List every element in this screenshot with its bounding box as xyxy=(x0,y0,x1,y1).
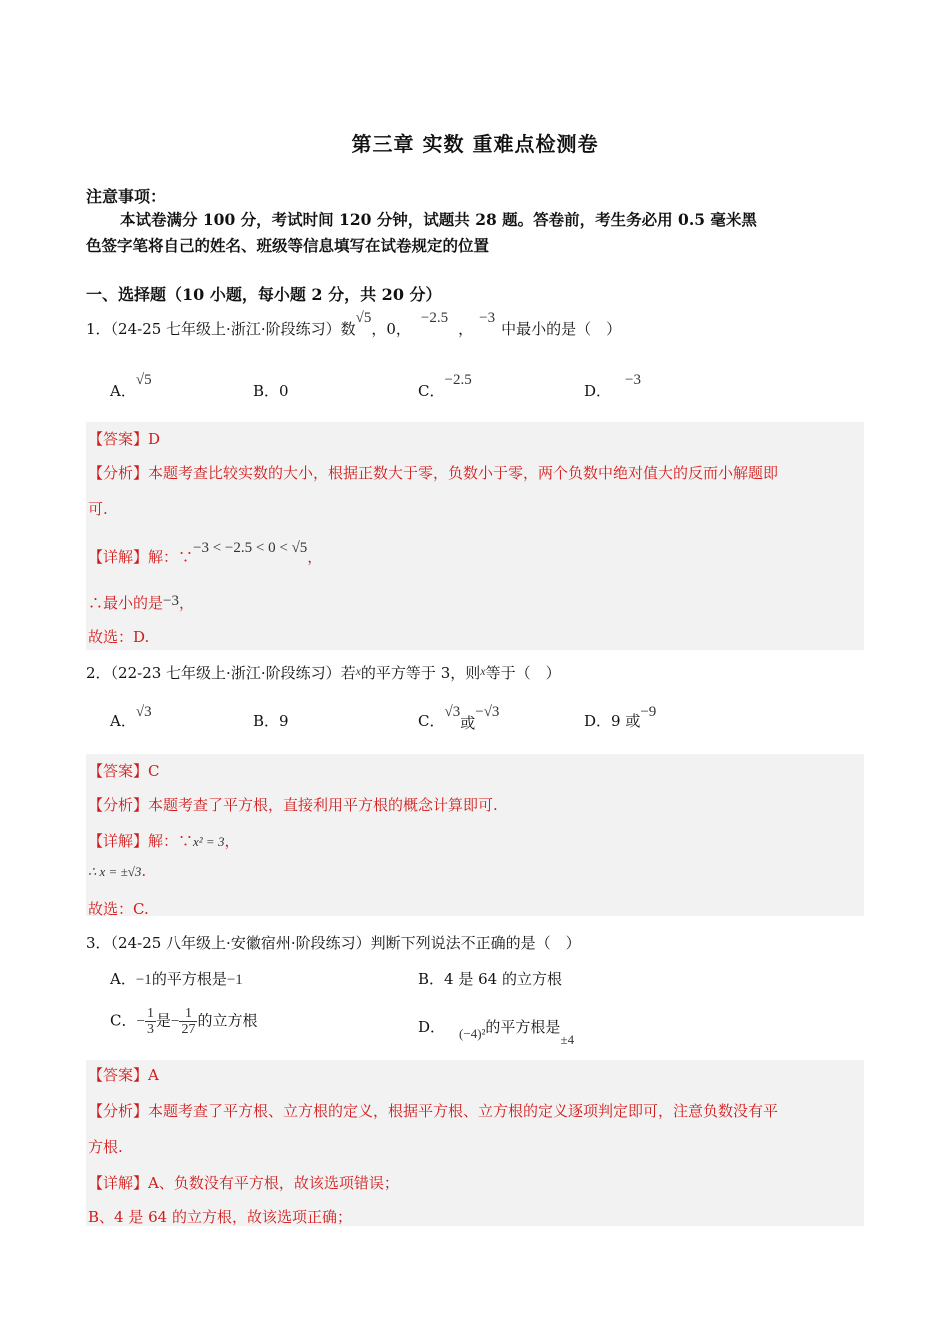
q3-option-c-post: 的立方根 xyxy=(197,1011,258,1030)
q2-option-c-or: 或 xyxy=(460,714,476,732)
q3-detail-1: 【详解】A、负数没有平方根，故该选项错误； xyxy=(88,1174,399,1192)
q3-option-d-math-2: ±4 xyxy=(560,1032,575,1047)
q2-option-d-label: D．9 或 xyxy=(584,712,641,730)
q2-stem-post: 等于（ ） xyxy=(485,664,561,682)
q2-option-a-label: A． xyxy=(110,712,136,730)
notice-line-2: 色签字笔将自己的姓名、班级等信息填写在试卷规定的位置 xyxy=(86,236,490,255)
q1-choose: 故选：D. xyxy=(88,628,150,646)
q3-option-a[interactable] xyxy=(110,968,243,989)
q2-stem-pre: 2．（22-23 七年级上·浙江·阶段练习）若 xyxy=(86,664,356,682)
q3-option-b[interactable]: B．4 是 64 的立方根 xyxy=(418,970,562,988)
q3-option-d-label: D． xyxy=(418,1018,446,1036)
q1-option-a[interactable] xyxy=(110,372,152,401)
q2-answer-box xyxy=(86,754,864,916)
q2-conclusion-post: . xyxy=(141,862,147,880)
q3-answer-box xyxy=(86,1060,864,1226)
page-title: 第三章 实数 重难点检测卷 xyxy=(351,132,599,156)
q1-math-sqrt5: √5 xyxy=(355,310,372,326)
q3-frac2-numerator: 1 xyxy=(179,1006,197,1022)
q2-option-d[interactable] xyxy=(584,704,657,731)
q1-option-c-math: −2.5 xyxy=(444,372,472,388)
q1-detail xyxy=(88,540,323,567)
q2-conclusion-math: ∴ x = ±√3 xyxy=(88,864,142,879)
q2-choose: 故选：C. xyxy=(88,900,149,918)
q2-analysis: 【分析】本题考查了平方根，直接利用平方根的概念计算即可. xyxy=(88,796,498,814)
q1-conclusion-math: −3 xyxy=(163,593,179,609)
q1-option-c[interactable] xyxy=(418,372,472,401)
q2-detail-math: x² = 3 xyxy=(193,834,225,849)
q1-option-b[interactable]: B．0 xyxy=(253,382,289,400)
q3-option-a-label: A． xyxy=(110,970,136,988)
q2-detail xyxy=(88,830,239,851)
q1-option-a-math: √5 xyxy=(135,372,152,388)
q3-option-a-math-2: −1 xyxy=(226,972,243,988)
q3-option-d-mid: 的平方根是 xyxy=(485,1018,561,1036)
q3-detail-2: B、4 是 64 的立方根，故该选项正确； xyxy=(88,1208,352,1226)
q2-detail-post: ， xyxy=(224,832,240,850)
q3-option-c-sign-2: − xyxy=(170,1013,180,1030)
q3-answer: 【答案】A xyxy=(88,1066,159,1084)
q1-option-c-label: C． xyxy=(418,382,445,400)
q3-option-c-label: C． xyxy=(110,1011,137,1030)
q3-option-d-math: (−4)² xyxy=(459,1026,486,1041)
q2-var-x-2: x xyxy=(480,664,486,678)
q2-option-b[interactable]: B．9 xyxy=(253,712,289,730)
q3-frac2-denominator: 27 xyxy=(181,1022,196,1037)
q3-option-a-math-1: −1 xyxy=(135,972,152,988)
q1-option-d[interactable] xyxy=(584,372,641,401)
q2-stem-mid: 的平方等于 3，则 xyxy=(360,664,481,682)
q2-option-a[interactable] xyxy=(110,704,152,731)
q2-var-x: x xyxy=(355,664,361,678)
q2-option-c-math-2: −√3 xyxy=(475,704,500,720)
q1-detail-pre: 【详解】解：∵ xyxy=(88,548,194,566)
q3-analysis-1: 【分析】本题考查了平方根、立方根的定义，根据平方根、立方根的定义逐项判定即可，注意负数没有平 xyxy=(88,1102,779,1120)
q1-conclusion-post: ， xyxy=(178,594,194,612)
q2-detail-pre: 【详解】解：∵ xyxy=(88,832,194,850)
q3-stem: 3．（24-25 八年级上·安徽宿州·阶段练习）判断下列说法不正确的是（ ） xyxy=(86,934,581,952)
q3-option-d[interactable] xyxy=(418,1016,575,1047)
q1-conclusion xyxy=(88,592,194,613)
q1-math-neg3: −3 xyxy=(479,310,496,326)
q1-detail-math: −3 < −2.5 < 0 < √5 xyxy=(193,540,308,556)
q3-frac1-numerator: 1 xyxy=(146,1006,154,1021)
section-heading: 一、选择题（10 小题，每小题 2 分，共 20 分） xyxy=(86,285,442,304)
q2-stem xyxy=(86,662,561,683)
q1-stem-post: 中最小的是（ ） xyxy=(501,320,622,338)
q3-option-c-sign-1: − xyxy=(136,1013,145,1030)
q1-option-a-label: A． xyxy=(110,382,136,400)
q2-option-c-math-1: √3 xyxy=(444,704,461,720)
q1-option-d-math: −3 xyxy=(625,372,641,388)
q3-option-c[interactable] xyxy=(110,1006,257,1037)
q1-stem xyxy=(86,310,622,339)
notice-line-1: 本试卷满分 100 分，考试时间 120 分钟，试题共 28 题。答卷前，考生务必用 0.5 毫米黑 xyxy=(120,210,757,229)
q1-math-neg25: −2.5 xyxy=(420,310,449,326)
q1-stem-pre: 1．（24-25 七年级上·浙江·阶段练习）数 xyxy=(86,320,356,338)
q3-option-a-mid: 的平方根是 xyxy=(151,970,227,988)
q1-analysis-2: 可. xyxy=(88,500,108,518)
q1-answer: 【答案】D xyxy=(88,430,161,448)
q1-conclusion-pre: ∴最小的是 xyxy=(88,594,164,612)
q3-frac1-denominator: 3 xyxy=(146,1022,154,1037)
q2-option-d-math: −9 xyxy=(640,704,657,720)
q1-detail-post: ， xyxy=(307,548,323,566)
q1-sep2: ， xyxy=(458,320,474,338)
q2-option-a-math: √3 xyxy=(135,704,152,720)
q3-option-c-frac-1 xyxy=(145,1006,156,1037)
q3-analysis-2: 方根. xyxy=(88,1138,123,1156)
q3-option-c-mid: 是 xyxy=(155,1011,171,1030)
q1-answer-box xyxy=(86,422,864,650)
q1-option-d-label: D． xyxy=(584,382,612,400)
q3-option-c-frac-2 xyxy=(179,1006,197,1037)
q2-option-c[interactable] xyxy=(418,704,500,732)
q1-analysis-1: 【分析】本题考查比较实数的大小，根据正数大于零，负数小于零，两个负数中绝对值大的反而小解题即 xyxy=(88,464,779,482)
notice-heading: 注意事项： xyxy=(86,187,167,206)
q2-answer: 【答案】C xyxy=(88,762,160,780)
q2-option-c-label: C． xyxy=(418,712,445,730)
q2-conclusion xyxy=(88,862,146,880)
q1-sep1: ，0， xyxy=(371,320,411,338)
